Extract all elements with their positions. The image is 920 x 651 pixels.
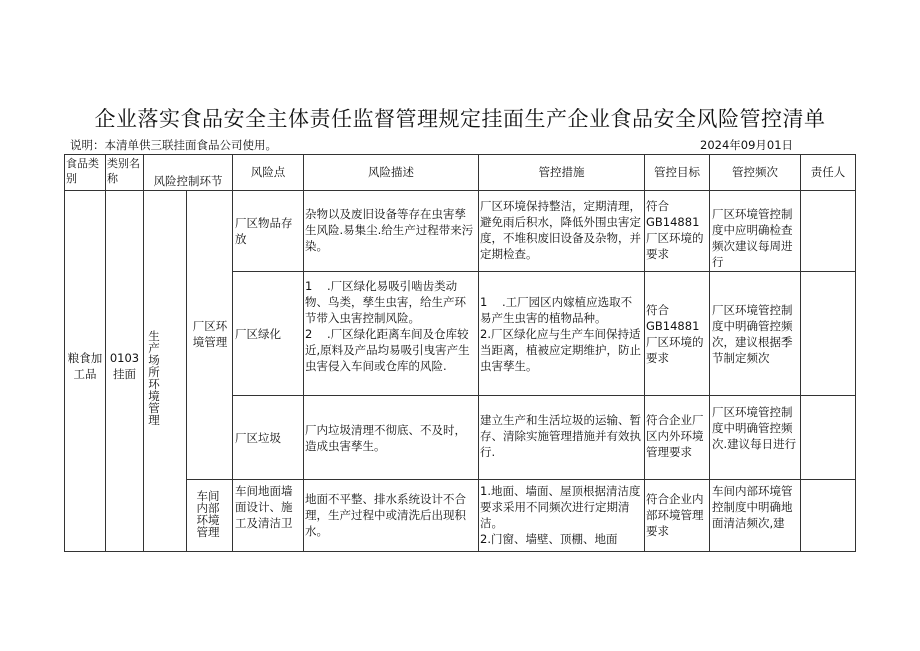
page-title: 企业落实食品安全主体责任监督管理规定挂面生产企业食品安全风险管控清单	[94, 107, 826, 131]
usage-note: 说明：本清单供三联挂面食品公司使用。	[70, 138, 277, 152]
row2-risk-desc: 1 .厂区绿化易吸引啮齿类动物、鸟类，孳生虫害，给生产环节带入虫害控制风险。 2 .厂区绿化距离车间及仓库较近,原料及产品均易吸引曳害产生虫害侵入车间或仓库的风险.	[305, 279, 470, 373]
row4-risk-point: 车间地面墙面设计、施工及清洁卫	[235, 484, 293, 530]
header-target: 管控目标	[654, 165, 700, 179]
row2-measures: 1 .工厂园区内嫁植应选取不易产生虫害的植物品种。 2.厂区绿化应与生产车间保持适当距离，植被应定期维护，防止虫害孳生。	[480, 295, 641, 373]
row3-risk-point: 厂区垃圾	[235, 431, 281, 445]
header-category: 食品类别	[66, 157, 99, 185]
row3-risk-desc: 厂内垃圾清理不彻底、不及时，造成虫害孳生。	[305, 423, 466, 453]
group1-cell: 厂区环境管理	[192, 319, 228, 349]
row4-risk-desc: 地面不平整、排水系统设计不合理，生产过程中或清洗后出现积水。	[305, 492, 466, 538]
row2-risk-point: 厂区绿化	[235, 327, 281, 341]
header-measures: 管控措施	[538, 165, 585, 179]
document-date: 2024年09月01日	[700, 138, 794, 152]
header-owner: 责任人	[810, 165, 846, 179]
header-frequency: 管控频次	[732, 165, 778, 179]
row4-target: 符合企业内部环境管理要求	[646, 492, 704, 538]
row3-measures: 建立生产和生活垃圾的运输、暂存、清除实施管理措施并有效执行.	[480, 413, 641, 459]
row1-risk-point: 厂区物品存放	[235, 216, 293, 246]
category-cell: 粮食加工品	[67, 351, 103, 381]
header-subcategory: 类别名称	[107, 157, 140, 185]
row3-frequency: 厂区环境管控制度中明确管控频次.建议每日进行	[712, 405, 797, 451]
row1-measures: 厂区环境保持整洁，定期清理，避免雨后积水，降低外围虫害定度，不堆积废旧设备及杂物，并定期检查。	[480, 199, 641, 261]
row1-target: 符合GB14881厂区环境的要求	[646, 199, 704, 261]
header-control-link: 风险控制环节	[153, 174, 223, 188]
group2-cell: 车间内部环境管理	[196, 489, 220, 539]
row1-risk-desc: 杂物以及废旧设备等存在虫害孳生风险.易集尘.给生产过程带来污染。	[305, 207, 474, 253]
header-risk-desc: 风险描述	[368, 165, 414, 179]
row4-measures: 1.地面、墙面、屋顶根据清洁度要求采用不同频次进行定期清洁。 2.门窗、墙壁、顶棚、地面	[480, 484, 641, 546]
row2-frequency: 厂区环境管控制度中明确管控频次，建议根据季节制定频次	[712, 303, 793, 365]
row3-target: 符合企业厂区内外环境管理要求	[646, 413, 704, 459]
row4-frequency: 车间内部环境管控制度中明确地面清洁频次,建	[712, 484, 793, 530]
stage-cell: 生产场所环境管理	[148, 329, 160, 427]
row1-frequency: 厂区环境管控制度中应明确检查频次建议每周进行	[712, 207, 793, 269]
header-risk-point: 风险点	[250, 165, 286, 179]
subcategory-cell: 0103挂面	[109, 351, 140, 381]
row2-target: 符合GB14881厂区环境的要求	[646, 303, 704, 365]
